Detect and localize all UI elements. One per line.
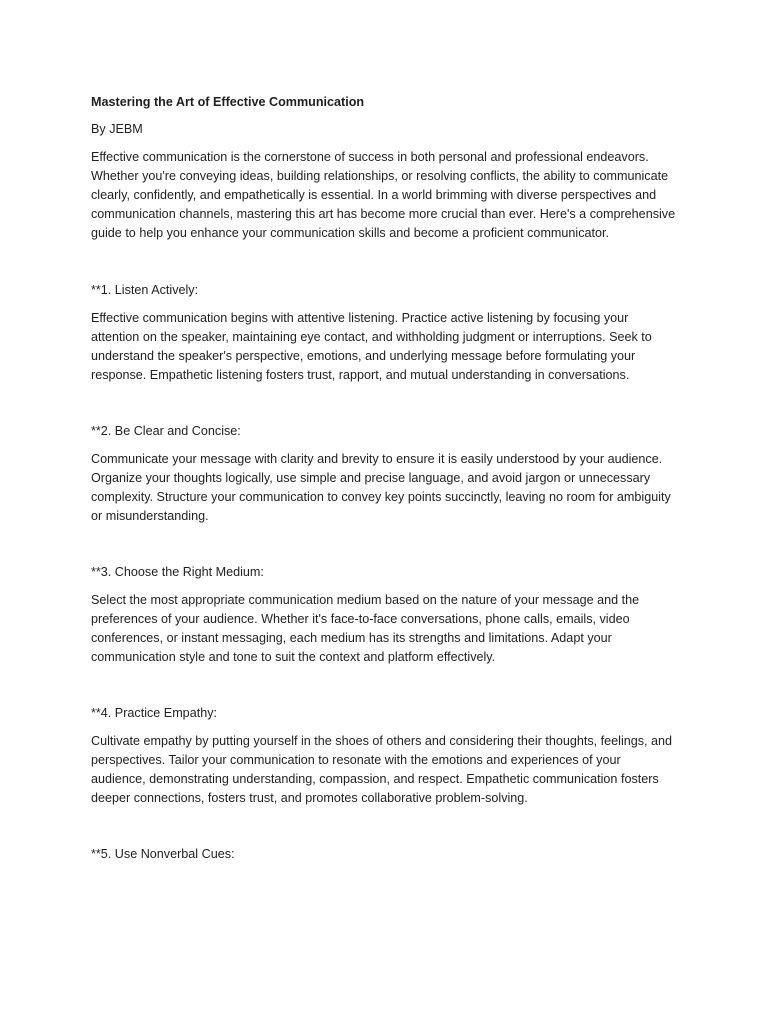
section-body-practice-empathy: Cultivate empathy by putting yourself in the shoes of others and considering their thoughts, feelings, and perspectives. Tailor your communication to resonate with the emotions and experiences of your audience, demonstrating understanding, compassion, and respect. Empathetic communication fosters deeper connections, fosters trust, and promotes collaborative problem-solving. [91,734,673,805]
byline: By JEBM [91,122,143,136]
section-heading-listen-actively: **1. Listen Actively: [91,283,199,297]
intro-paragraph: Effective communication is the cornerstone of success in both personal and professional endeavors. Whether you're conveying ideas, building relationships, or resolving conflicts, the ability to communicate clearly, confidently, and empathetically is essential. In a world brimming with diverse perspectives and communication channels, mastering this art has become more crucial than ever. Here's a comprehensive guide to help you enhance your communication skills and become a proficient communicator. [91,150,676,240]
section-body-listen-actively: Effective communication begins with attentive listening. Practice active listening by focusing your attention on the speaker, maintaining eye contact, and withholding judgment or interruptions. Seek to understand the speaker's perspective, emotions, and underlying message before formulating your response. Empathetic listening fosters trust, rapport, and mutual understanding in conversations. [91,311,652,382]
section-body-right-medium: Select the most appropriate communication medium based on the nature of your message and the preferences of your audience. Whether it's face-to-face conversations, phone calls, emails, video conferences, or instant messaging, each medium has its strengths and limitations. Adapt your communication style and tone to suit the context and platform effectively. [91,593,640,664]
section-heading-be-clear: **2. Be Clear and Concise: [91,424,241,438]
section-body-be-clear: Communicate your message with clarity and brevity to ensure it is easily understood by your audience. Organize your thoughts logically, use simple and precise language, and avoid jargon or unnecessary complexity. Structure your communication to convey key points succinctly, leaving no room for ambiguity or misunderstanding. [91,452,671,523]
section-heading-right-medium: **3. Choose the Right Medium: [91,565,264,579]
document-title: Mastering the Art of Effective Communication [91,95,365,109]
section-heading-practice-empathy: **4. Practice Empathy: [91,706,217,720]
section-heading-nonverbal-cues: **5. Use Nonverbal Cues: [91,847,235,861]
